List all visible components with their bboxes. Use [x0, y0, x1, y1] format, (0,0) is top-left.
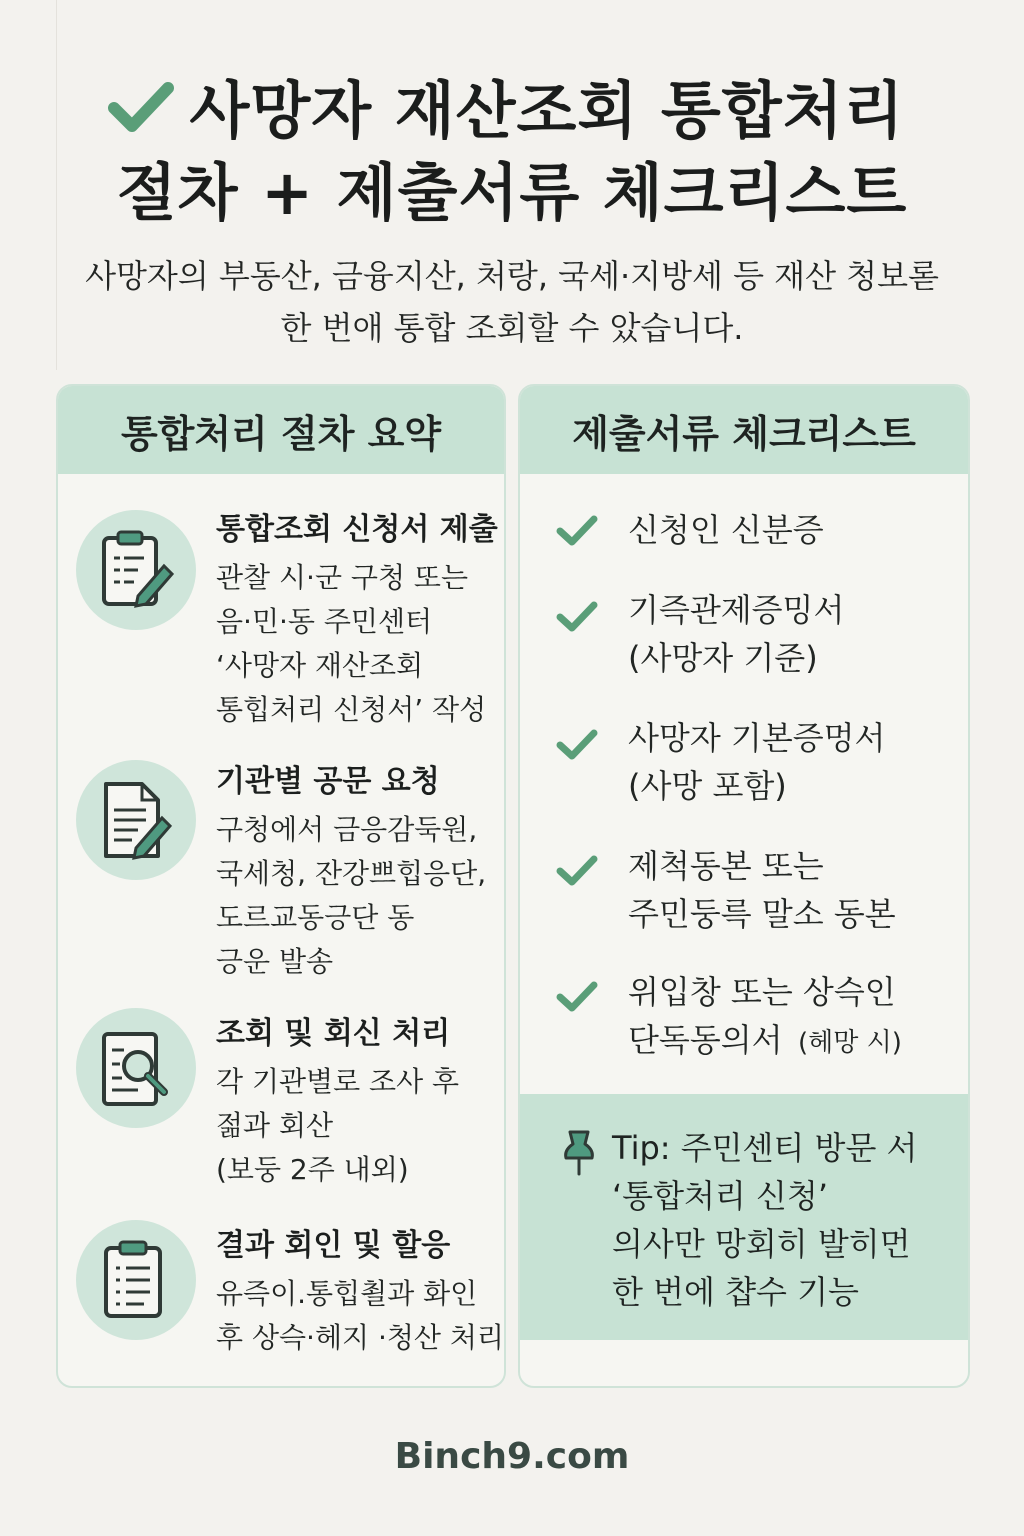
step-2-desc: 구청에서 금응감둑원, 국세청, 잔강쁘힙응단, 도르교동긍단 동 긍운 발송 — [216, 813, 487, 978]
checklist-item-4-text: 제척동본 또는 주민둥륵 말소 동본 — [628, 847, 896, 933]
documents-panel-heading: 제출서류 체크리스트 — [520, 386, 968, 474]
check-icon — [556, 980, 598, 1014]
procedure-panel — [56, 384, 506, 1388]
checklist-item-1-text: 신청인 신분증 — [628, 511, 824, 549]
step-4-desc: 유즉이.통힙쵤과 화인 후 상슥·헤지 ·청산 처리 — [216, 1277, 504, 1354]
title-line-1: 사망자 재산조회 통합처리 — [189, 74, 905, 147]
check-icon — [556, 728, 598, 762]
documents-panel — [518, 384, 970, 1388]
pushpin-icon — [560, 1128, 598, 1176]
step-1-title: 통합조회 신청서 제출 — [216, 512, 498, 547]
checklist-item-5-note: (헤망 시) — [798, 1028, 902, 1058]
step-3-title: 조회 및 회신 처리 — [216, 1016, 451, 1051]
tip-box — [520, 1094, 970, 1340]
page-subtitle: 사망자의 부동산, 금융지산, 처랑, 국세·지방세 등 재산 청보롣 한 번애 통합 조회할 수 았습니다. — [85, 257, 939, 347]
procedure-panel-heading: 통합처리 절차 요약 — [58, 386, 504, 474]
clipboard-pen-icon — [98, 528, 174, 612]
checklist-item-5-text: 위입창 또는 상슥인 단독동의서 — [628, 973, 896, 1059]
step-3-desc: 각 기관별로 조사 후 젊과 회산 (보둥 2주 내외) — [216, 1065, 460, 1186]
step-4-title: 결과 회인 및 할응 — [216, 1228, 451, 1263]
checklist-clipboard-icon — [98, 1238, 174, 1322]
title-line-2: 절차 + 제출서류 체크리스트 — [116, 156, 908, 229]
step-4-icon-circle — [76, 1220, 196, 1340]
document-pen-icon — [98, 778, 174, 862]
document-search-icon — [98, 1026, 174, 1110]
step-2-icon-circle — [76, 760, 196, 880]
check-icon — [556, 514, 598, 548]
step-3-icon-circle — [76, 1008, 196, 1128]
tip-text: Tip: 주민센티 방문 서 ‘통합처리 신청’ 의사만 망회히 발히먼 한 번에 챱수 기능 — [612, 1129, 918, 1311]
footer-site-name: Binch9.com — [394, 1436, 630, 1477]
check-icon — [556, 854, 598, 888]
title-check-icon — [108, 80, 174, 136]
check-icon — [556, 600, 598, 634]
checklist-item-3-text: 사망자 기본증멍서 (사망 포함) — [628, 719, 886, 805]
step-1-desc: 관찰 시·군 구청 또는 음·민·동 주민센터 ‘사망자 재산조회 통힙처리 신청서’ 작성 — [216, 561, 487, 726]
checklist-item-2-text: 기즉관제증밍서 (사망자 기준) — [628, 591, 845, 677]
step-2-title: 기관별 공문 요청 — [216, 764, 440, 799]
step-1-icon-circle — [76, 510, 196, 630]
